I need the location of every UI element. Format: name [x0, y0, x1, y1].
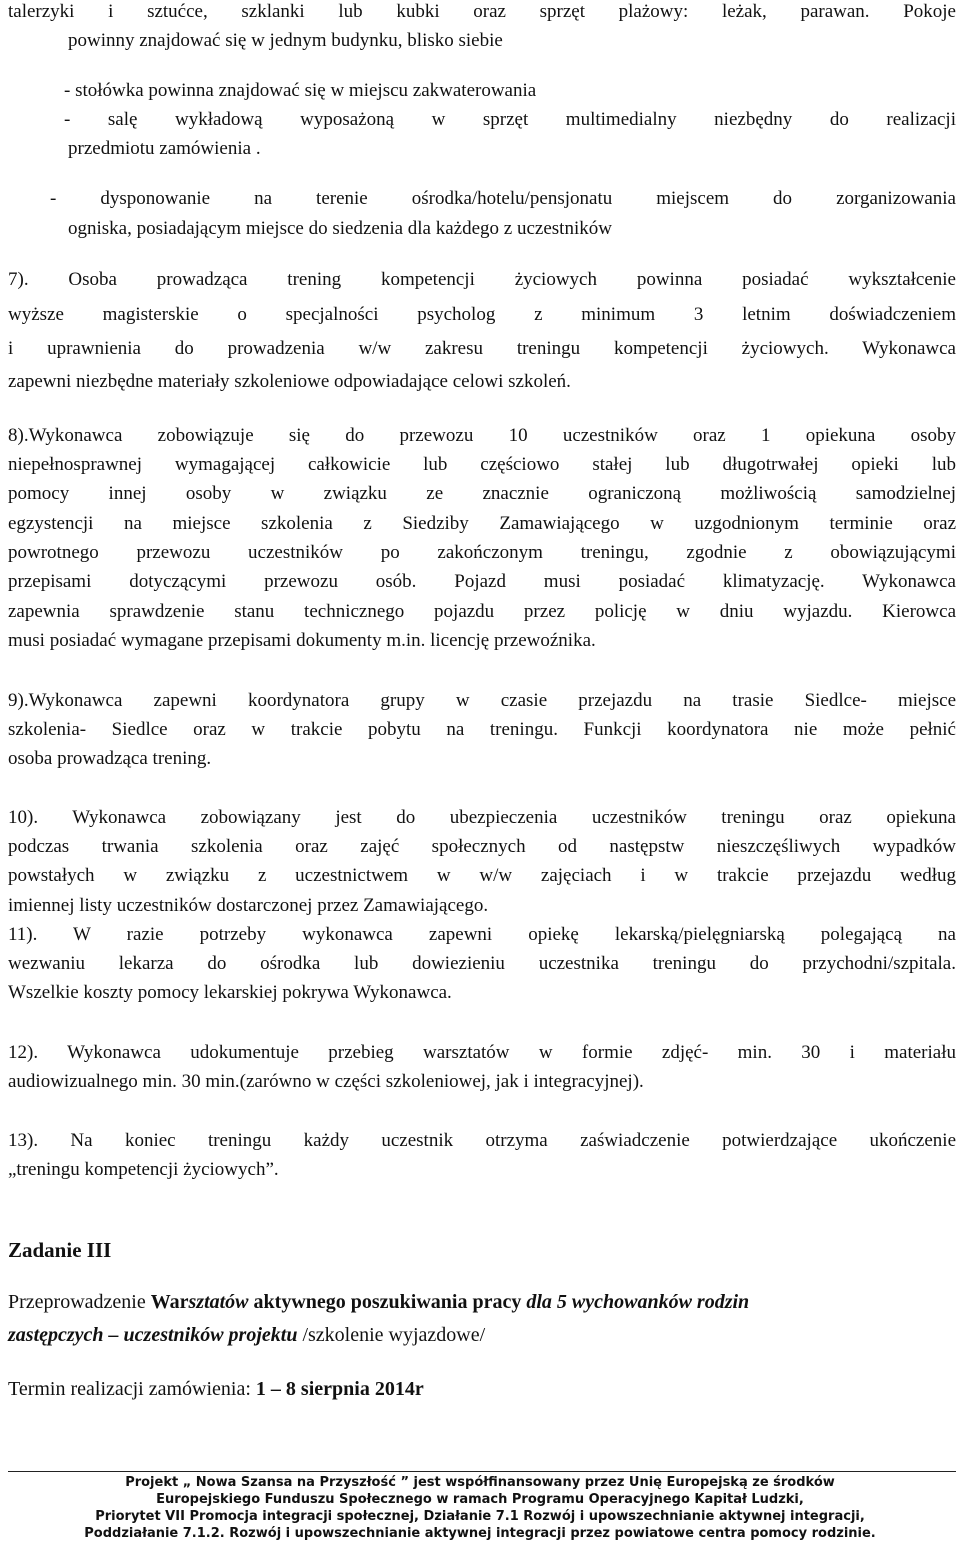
text-line: przedmiotu zamówienia . — [68, 138, 261, 159]
description-bold: War — [150, 1291, 189, 1313]
footer-divider — [8, 1471, 956, 1472]
footer-line: Projekt „ Nowa Szansa na Przyszłość ” jest współfinansowany przez Unię Europejską ze środków — [125, 1475, 835, 1490]
term-label: Termin realizacji zamówienia: — [8, 1378, 256, 1400]
paragraph-8-line: zapewnia sprawdzenie stanu technicznego pojazdu przez policję w dniu wyjazdu. Kierowca — [8, 601, 956, 622]
list-item: - stołówka powinna znajdować się w miejscu zakwaterowania — [64, 80, 537, 101]
paragraph-9-line: szkolenia- Siedlce oraz w trakcie pobytu na treningu. Funkcji koordynatora nie może pełnić — [8, 719, 956, 740]
paragraph-8-line: pomocy innej osoby w związku ze znacznie ograniczoną możliwością samodzielnej — [8, 483, 956, 504]
footer-line: Europejskiego Funduszu Społecznego w ramach Programu Operacyjnego Kapitał Ludzki, — [156, 1492, 804, 1507]
paragraph-11-line: wezwaniu lekarza do ośrodka lub dowiezieniu uczestnika treningu do przychodni/szpitala. — [8, 953, 956, 974]
term-value: 1 – 8 sierpnia 2014r — [255, 1378, 424, 1400]
paragraph-10-line: 10). Wykonawca zobowiązany jest do ubezpieczenia uczestników treningu oraz opiekuna — [8, 807, 956, 828]
paragraph-11-line: 11). W razie potrzeby wykonawca zapewni opiekę lekarską/pielęgniarską polegającą na — [8, 924, 956, 945]
text-line: talerzyki i sztućce, szklanki lub kubki oraz sprzęt plażowy: leżak, parawan. Pokoje — [8, 1, 956, 22]
paragraph-8-line: niepełnosprawnej wymagającej całkowicie lub częściowo stałej lub długotrwałej opieki lub — [8, 454, 956, 475]
paragraph-8-line: egzystencji na miejsce szkolenia z Siedziby Zamawiającego w uzgodnionym terminie oraz — [8, 513, 956, 534]
paragraph-9-line: osoba prowadząca trening. — [8, 748, 212, 769]
term-line — [8, 1376, 424, 1402]
list-item: - dysponowanie na terenie ośrodka/hotelu/pensjonatu miejscem do zorganizowania — [50, 188, 956, 209]
paragraph-8-line: przepisami dotyczącymi przewozu osób. Pojazd musi posiadać klimatyzację. Wykonawca — [8, 571, 956, 592]
description-bold: aktywnego poszukiwania pracy — [248, 1291, 527, 1313]
paragraph-8-line: musi posiadać wymagane przepisami dokumenty m.in. licencję przewoźnika. — [8, 630, 596, 651]
paragraph-7-line: wyższe magisterskie o specjalności psycholog z minimum 3 letnim doświadczeniem — [8, 304, 956, 325]
paragraph-12-line: audiowizualnego min. 30 min.(zarówno w części szkoleniowej, jak i integracyjnej). — [8, 1071, 644, 1092]
paragraph-8-line: powrotnego przewozu uczestników po zakończonym treningu, zgodnie z obowiązującymi — [8, 542, 956, 563]
footer-line: Priorytet VII Promocja integracji społecznej, Działanie 7.1 Rozwój i upowszechnianie aktywnej integracji, — [95, 1509, 865, 1524]
paragraph-7-line: i uprawnienia do prowadzenia w/w zakresu treningu kompetencji życiowych. Wykonawca — [8, 338, 956, 359]
section-description-line-2 — [8, 1322, 485, 1348]
paragraph-9-line: 9).Wykonawca zapewni koordynatora grupy w czasie przejazdu na trasie Siedlce- miejsce — [8, 690, 956, 711]
paragraph-11-line: Wszelkie koszty pomocy lekarskiej pokrywa Wykonawca. — [8, 982, 452, 1003]
paragraph-7-line: zapewni niezbędne materiały szkoleniowe odpowiadające celowi szkoleń. — [8, 371, 571, 392]
list-item: - salę wykładową wyposażoną w sprzęt multimedialny niezbędny do realizacji — [64, 109, 956, 130]
section-heading: Zadanie III — [8, 1238, 112, 1262]
text-line: powinny znajdować się w jednym budynku, blisko siebie — [68, 30, 503, 51]
paragraph-13-line: „treningu kompetencji życiowych”. — [8, 1159, 279, 1180]
section-description-line-1 — [8, 1289, 749, 1315]
paragraph-13-line: 13). Na koniec treningu każdy uczestnik otrzyma zaświadczenie potwierdzające ukończenie — [8, 1130, 956, 1151]
description-bold-italic: zastępczych – uczestników projektu — [8, 1324, 298, 1346]
description-text: /szkolenie wyjazdowe/ — [297, 1324, 486, 1346]
paragraph-10-line: podczas trwania szkolenia oraz zajęć społecznych od następstw nieszczęśliwych wypadków — [8, 836, 956, 857]
paragraph-10-line: powstałych w związku z uczestnictwem w w/w zajęciach i w trakcie przejazdu według — [8, 865, 956, 886]
description-bold-italic: dla 5 wychowanków rodzin — [526, 1291, 750, 1313]
description-bold-italic: sztatów — [188, 1291, 249, 1313]
paragraph-7-line: 7). Osoba prowadząca trening kompetencji życiowych powinna posiadać wykształcenie — [8, 269, 956, 290]
paragraph-8-line: 8).Wykonawca zobowiązuje się do przewozu 10 uczestników oraz 1 opiekuna osoby — [8, 425, 956, 446]
paragraph-10-line: imiennej listy uczestników dostarczonej przez Zamawiającego. — [8, 895, 489, 916]
footer-line: Poddziałanie 7.1.2. Rozwój i upowszechnianie aktywnej integracji przez powiatowe centra pomocy rodzinie. — [84, 1526, 876, 1541]
paragraph-12-line: 12). Wykonawca udokumentuje przebieg warsztatów w formie zdjęć- min. 30 i materiału — [8, 1042, 956, 1063]
description-text: Przeprowadzenie — [8, 1291, 151, 1313]
text-line: ogniska, posiadającym miejsce do siedzenia dla każdego z uczestników — [68, 218, 612, 239]
